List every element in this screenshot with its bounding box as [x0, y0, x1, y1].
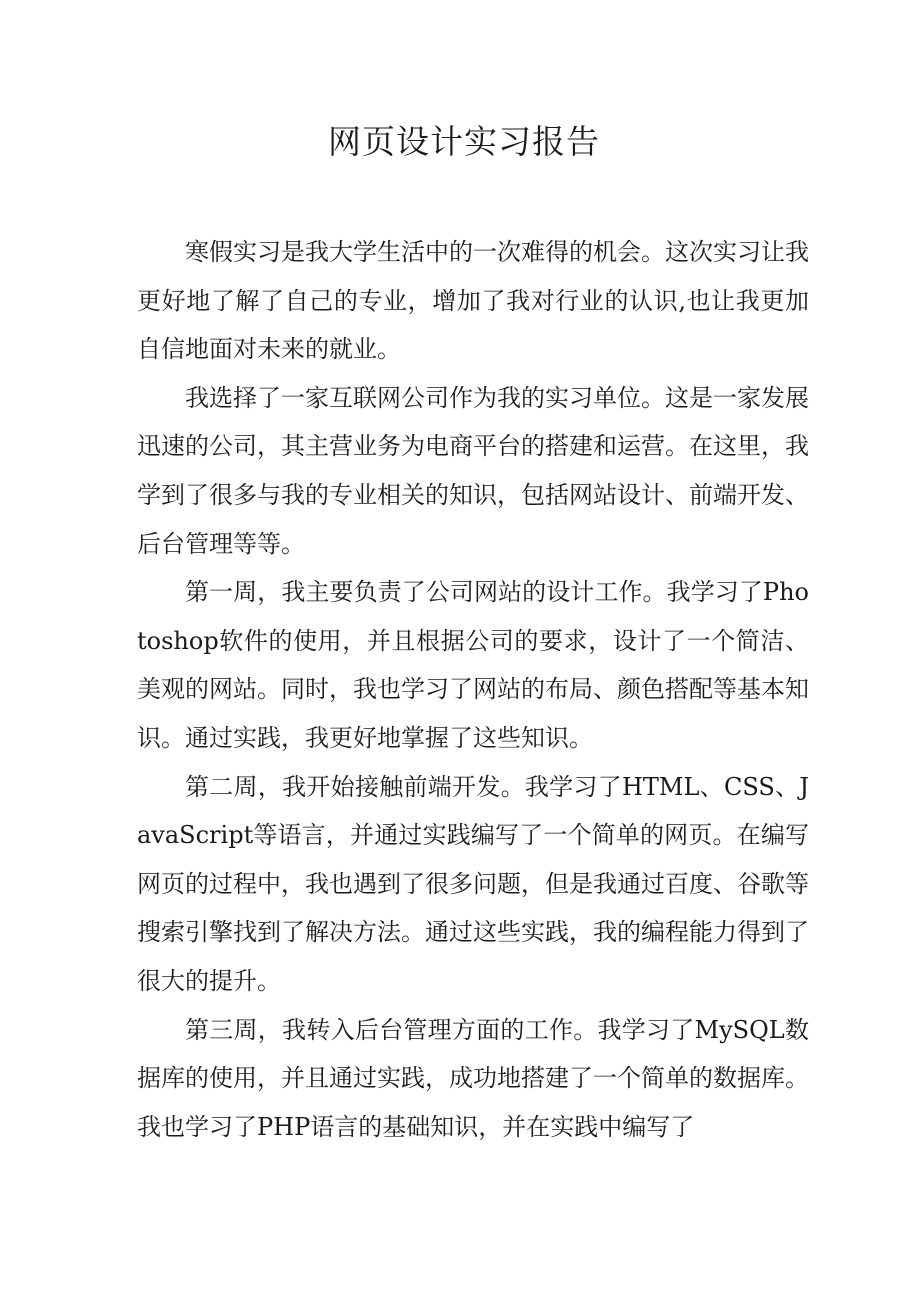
- document-title: 网页设计实习报告: [328, 122, 600, 161]
- paragraph-company: 我选择了一家互联网公司作为我的实习单位。这是一家发展迅速的公司，其主营业务为电商平台的搭建和运营。在这里，我学到了很多与我的专业相关的知识，包括网站设计、前端开发、后台管理等等。: [137, 383, 809, 558]
- paragraph-week-one: 第一周，我主要负责了公司网站的设计工作。我学习了Photoshop软件的使用，并且根据公司的要求，设计了一个简洁、美观的网站。同时，我也学习了网站的布局、颜色搭配等基本知识。通过实践，我更好地掌握了这些知识。: [137, 578, 809, 752]
- paragraph-week-two: 第二周，我开始接触前端开发。我学习了HTML、CSS、JavaScript等语言，并通过实践编写了一个简单的网页。在编写网页的过程中，我也遇到了很多问题，但是我通过百度、谷歌等搜索引擎找到了解决方法。通过这些实践，我的编程能力得到了很大的提升。: [137, 772, 809, 995]
- document-body: [137, 228, 809, 1151]
- paragraph-intro: 寒假实习是我大学生活中的一次难得的机会。这次实习让我更好地了解了自己的专业，增加了我对行业的认识,也让我更加自信地面对未来的就业。: [137, 238, 809, 364]
- paragraph-week-three: 第三周，我转入后台管理方面的工作。我学习了MySQL数据库的使用，并且通过实践，成功地搭建了一个简单的数据库。我也学习了PHP语言的基础知识，并在实践中编写了: [137, 1015, 809, 1141]
